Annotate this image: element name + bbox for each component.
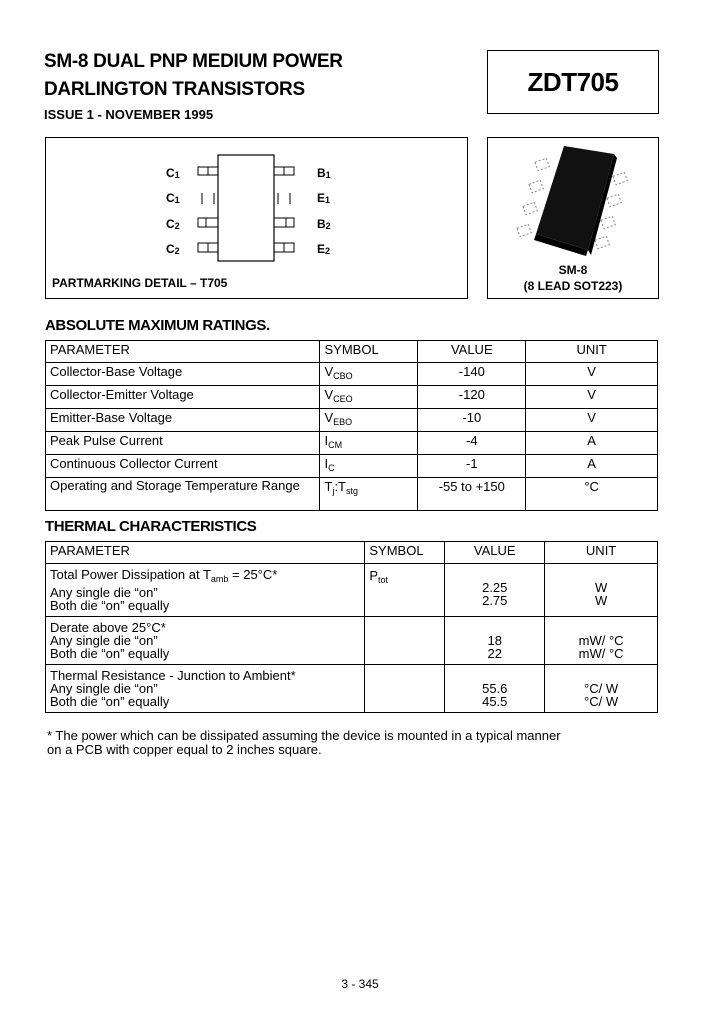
table-row [46,617,658,665]
footnote-line-2: on a PCB with copper equal to 2 inches square. [47,742,322,757]
table-row [46,363,658,386]
title-line-1: SM-8 DUAL PNP MEDIUM POWER [44,51,343,72]
header-cell: UNIT [526,341,658,363]
header-cell: VALUE [445,542,545,564]
value-cell: 2.25 2.75 [445,564,545,617]
unit-cell: A [526,455,658,478]
group-line: Both die “on” equally [50,598,170,613]
value-cell: 55.6 45.5 [445,665,545,713]
param-cell: Continuous Collector Current [46,455,320,478]
table-row [46,455,658,478]
table-row [46,564,658,617]
left-pin-1 [198,167,218,175]
unit-cell: V [526,409,658,432]
symbol-cell: $V_{CEO}$ [320,386,418,409]
pin-label-left-2: $C_1$ [166,191,180,205]
chip-body [218,155,274,261]
thermal-heading: THERMAL CHARACTERISTICS [45,518,257,535]
package-box [487,137,659,299]
unit-cell: °C/ W °C/ W [545,665,658,713]
package-image [488,138,658,258]
part-number: ZDT705 [527,66,619,97]
abs-max-heading: ABSOLUTE MAXIMUM RATINGS. [45,317,270,334]
value-cell: -140 [418,363,526,386]
param-cell [46,564,365,617]
unit-cell: V [526,363,658,386]
table-header-row [46,341,658,363]
symbol-cell [365,617,445,665]
header-cell: UNIT [545,542,658,564]
thermal-table [45,541,658,713]
value-cell: -4 [418,432,526,455]
param-cell: Collector-Base Voltage [46,363,320,386]
title-line-2: DARLINGTON TRANSISTORS [44,79,305,100]
pin-label-right-4: $E_2$ [317,242,331,256]
header-cell: SYMBOL [365,542,445,564]
pin-label-right-2: $E_1$ [317,191,331,205]
pin-label-right-3: $B_2$ [317,217,331,231]
header-cell: PARAMETER [46,542,365,564]
table-row [46,665,658,713]
pinout-diagram [46,138,467,298]
unit-cell: V [526,386,658,409]
value-cell: -55 to +150 [418,478,526,511]
group-line: Both die “on” equally [50,694,170,709]
pin-label-left-3: $C_2$ [166,217,180,231]
pinout-box [45,137,468,299]
symbol-cell: $I_{CM}$ [320,432,418,455]
table-row [46,432,658,455]
pin-label-right-1: $B_1$ [317,166,331,180]
param-cell: Peak Pulse Current [46,432,320,455]
right-pin-4 [274,243,294,252]
unit-cell: A [526,432,658,455]
group-line: Any single die “on” [50,585,158,600]
value-cell: -120 [418,386,526,409]
footnote-line-1: * The power which can be dissipated assuming the device is mounted in a typical manner [47,728,561,743]
group-title: Derate above 25°C* [50,620,166,635]
value-cell: 18 22 [445,617,545,665]
package-name: SM-8 [558,263,588,277]
group-line: Any single die “on” [50,633,158,648]
param-cell: Emitter-Base Voltage [46,409,320,432]
value-cell: -1 [418,455,526,478]
symbol-cell: $P_{tot}$ [365,564,445,617]
thermal-footnote [47,729,667,757]
symbol-cell: $V_{EBO}$ [320,409,418,432]
table-row [46,409,658,432]
page-number: 3 - 345 [341,977,379,991]
pin-label-left-4: $C_2$ [166,242,180,256]
header-cell: PARAMETER [46,341,320,363]
symbol-cell: $T_j:T_{stg}$ [320,478,418,511]
right-pin-2 [278,193,290,204]
abs-max-table [45,340,658,511]
group-line: Both die “on” equally [50,646,170,661]
group-line: Any single die “on” [50,681,158,696]
left-pin-4 [198,243,218,252]
package-detail: (8 LEAD SOT223) [523,279,623,293]
param-cell [46,665,365,713]
symbol-cell [365,665,445,713]
param-cell [46,617,365,665]
table-row [46,478,658,511]
symbol-cell: $I_C$ [320,455,418,478]
group-title: Total Power Dissipation at $T_{amb} = 25^\circ C*$ [50,567,278,584]
left-pin-2 [202,193,214,204]
left-pin-3 [198,218,218,227]
unit-cell: mW/ °C mW/ °C [545,617,658,665]
right-pin-3 [274,218,294,227]
table-row [46,386,658,409]
header-cell: SYMBOL [320,341,418,363]
issue-date: ISSUE 1 - NOVEMBER 1995 [44,107,214,122]
part-number-box [487,50,659,114]
symbol-cell: $V_{CBO}$ [320,363,418,386]
partmarking-detail: PARTMARKING DETAIL – T705 [52,276,228,290]
unit-cell: °C [526,478,658,511]
value-cell: -10 [418,409,526,432]
pin-label-left-1: $C_1$ [166,166,180,180]
table-header-row [46,542,658,564]
param-cell: Collector-Emitter Voltage [46,386,320,409]
param-cell: Operating and Storage Temperature Range [46,478,320,511]
right-pin-1 [274,167,294,175]
unit-cell: W W [545,564,658,617]
group-title: Thermal Resistance - Junction to Ambient* [50,668,296,683]
header-cell: VALUE [418,341,526,363]
